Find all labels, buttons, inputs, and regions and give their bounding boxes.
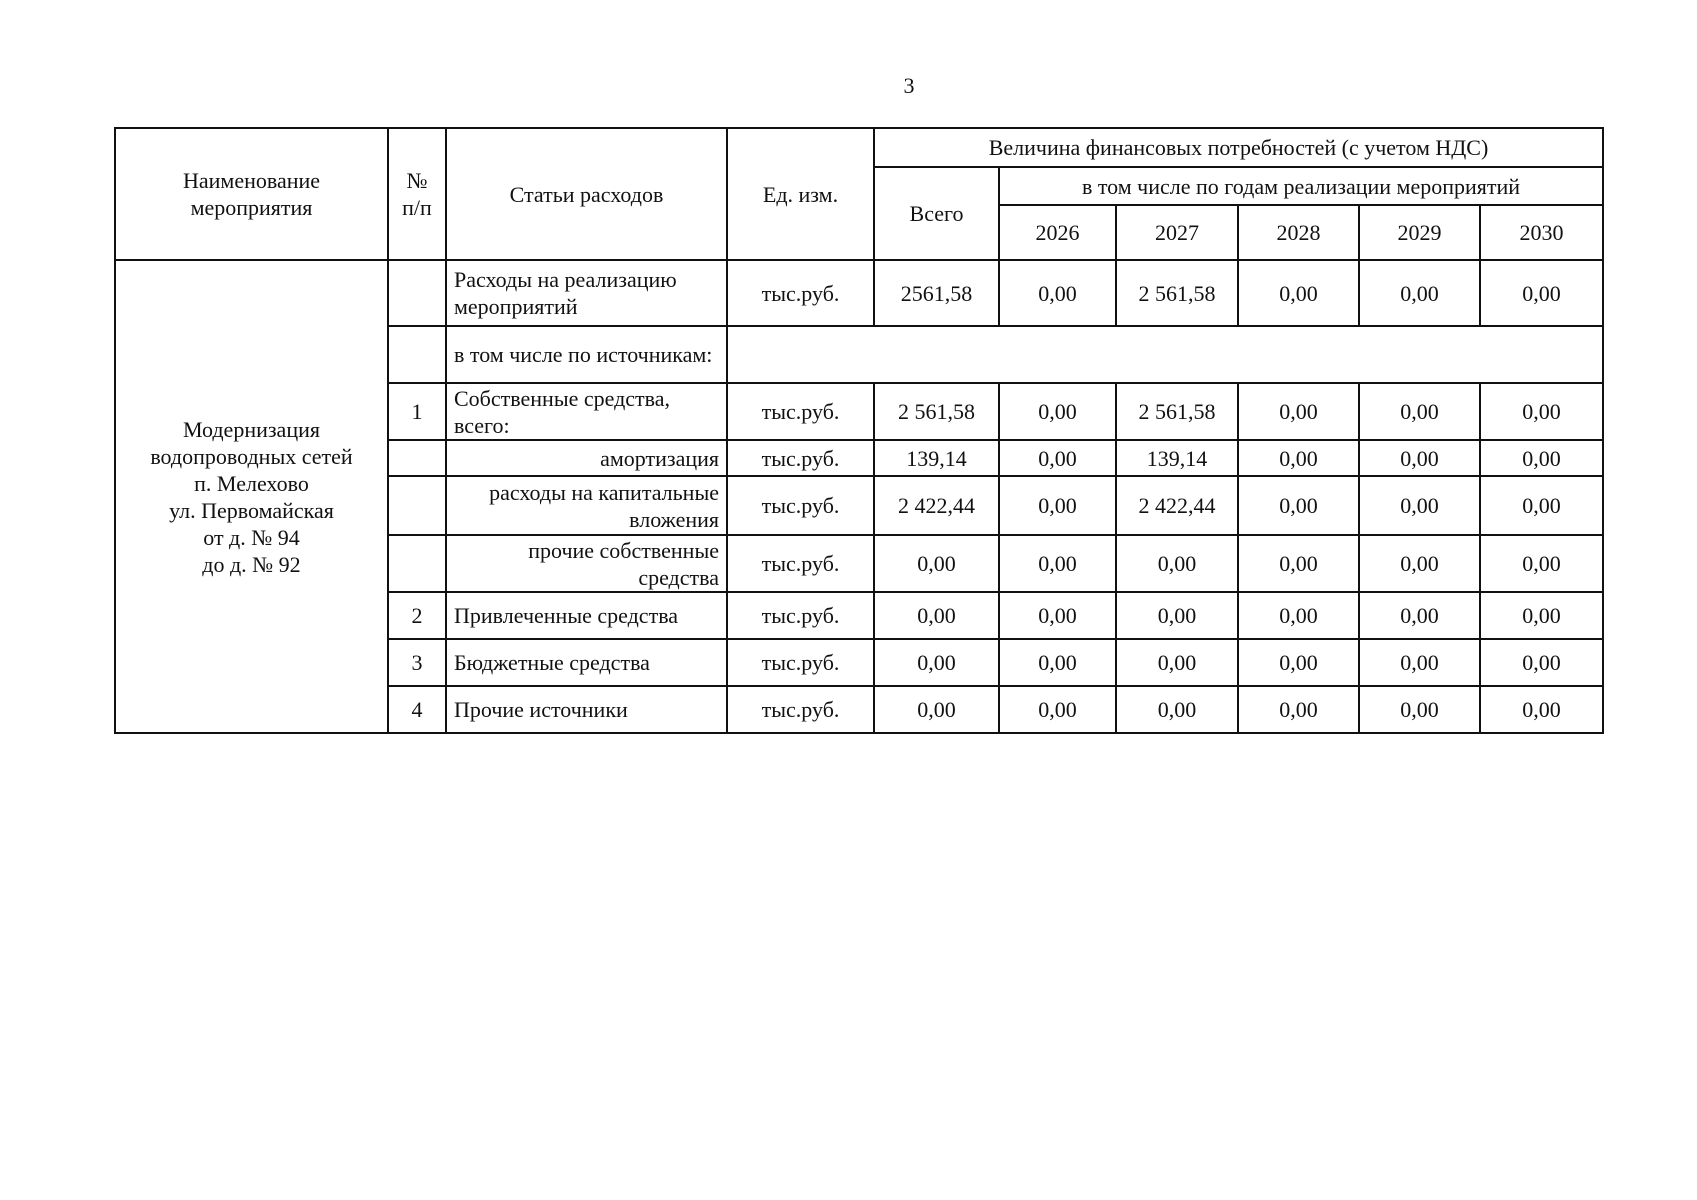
- measure-line: от д. № 94: [203, 524, 300, 550]
- header-by-years: в том числе по годам реализации мероприятий: [999, 167, 1603, 205]
- header-year: 2029: [1359, 205, 1480, 260]
- row-empty-merged: [727, 326, 1603, 383]
- row-item: в том числе по источникам:: [446, 326, 727, 383]
- row-number: [388, 476, 446, 535]
- row-value-2030: 0,00: [1480, 383, 1603, 440]
- row-value-2030: 0,00: [1480, 260, 1603, 326]
- row-value-2026: 0,00: [999, 592, 1116, 639]
- row-value-2028: 0,00: [1238, 476, 1359, 535]
- row-number: 3: [388, 639, 446, 686]
- row-value-2030: 0,00: [1480, 592, 1603, 639]
- header-total: Всего: [874, 167, 999, 260]
- table-row: [115, 260, 1603, 326]
- row-total: 0,00: [874, 535, 999, 592]
- measure-line: ул. Первомайская: [169, 497, 334, 523]
- row-total: 0,00: [874, 686, 999, 733]
- row-item: прочие собственные средства: [446, 535, 727, 592]
- row-number: 1: [388, 383, 446, 440]
- row-value-2029: 0,00: [1359, 383, 1480, 440]
- row-total: 0,00: [874, 592, 999, 639]
- row-value-2027: 0,00: [1116, 639, 1238, 686]
- row-value-2028: 0,00: [1238, 535, 1359, 592]
- page-number: 3: [903, 73, 915, 98]
- row-total: 2 561,58: [874, 383, 999, 440]
- header-expense-items: Статьи расходов: [446, 128, 727, 260]
- row-value-2026: 0,00: [999, 535, 1116, 592]
- row-item: Собственные средства, всего:: [446, 383, 727, 440]
- row-value-2029: 0,00: [1359, 260, 1480, 326]
- row-unit: тыс.руб.: [727, 592, 874, 639]
- measure-name-cell: [115, 260, 388, 733]
- financial-needs-table: [114, 127, 1604, 734]
- row-value-2028: 0,00: [1238, 639, 1359, 686]
- row-total: 139,14: [874, 440, 999, 476]
- row-value-2030: 0,00: [1480, 686, 1603, 733]
- row-item: Бюджетные средства: [446, 639, 727, 686]
- header-measure-name: Наименование мероприятия: [115, 128, 388, 260]
- measure-line: до д. № 92: [202, 551, 301, 577]
- row-value-2030: 0,00: [1480, 440, 1603, 476]
- row-unit: тыс.руб.: [727, 476, 874, 535]
- row-unit: тыс.руб.: [727, 639, 874, 686]
- header-year: 2030: [1480, 205, 1603, 260]
- row-value-2029: 0,00: [1359, 639, 1480, 686]
- row-value-2027: 2 422,44: [1116, 476, 1238, 535]
- header-row: [115, 128, 1603, 167]
- row-value-2030: 0,00: [1480, 476, 1603, 535]
- row-value-2026: 0,00: [999, 686, 1116, 733]
- row-value-2028: 0,00: [1238, 440, 1359, 476]
- header-year: 2026: [999, 205, 1116, 260]
- row-value-2028: 0,00: [1238, 686, 1359, 733]
- row-value-2027: 2 561,58: [1116, 260, 1238, 326]
- row-value-2028: 0,00: [1238, 383, 1359, 440]
- row-value-2027: 0,00: [1116, 592, 1238, 639]
- measure-line: Модернизация: [182, 416, 320, 442]
- row-value-2026: 0,00: [999, 639, 1116, 686]
- row-value-2027: 0,00: [1116, 535, 1238, 592]
- row-value-2030: 0,00: [1480, 535, 1603, 592]
- row-total: 2 422,44: [874, 476, 999, 535]
- header-financial-needs: Величина финансовых потребностей (с учетом НДС): [874, 128, 1603, 167]
- row-unit: тыс.руб.: [727, 440, 874, 476]
- row-value-2026: 0,00: [999, 476, 1116, 535]
- row-number: [388, 440, 446, 476]
- row-unit: тыс.руб.: [727, 260, 874, 326]
- row-item: Расходы на реализацию мероприятий: [446, 260, 727, 326]
- row-number: 4: [388, 686, 446, 733]
- row-value-2028: 0,00: [1238, 592, 1359, 639]
- header-year: 2028: [1238, 205, 1359, 260]
- row-value-2030: 0,00: [1480, 639, 1603, 686]
- row-value-2029: 0,00: [1359, 535, 1480, 592]
- row-value-2027: 2 561,58: [1116, 383, 1238, 440]
- row-item: амортизация: [446, 440, 727, 476]
- header-unit: Ед. изм.: [727, 128, 874, 260]
- row-item: расходы на капитальные вложения: [446, 476, 727, 535]
- row-unit: тыс.руб.: [727, 535, 874, 592]
- header-number: № п/п: [388, 128, 446, 260]
- row-value-2029: 0,00: [1359, 440, 1480, 476]
- measure-line: водопроводных сетей: [150, 443, 353, 469]
- measure-line: п. Мелехово: [194, 470, 309, 496]
- row-number: 2: [388, 592, 446, 639]
- row-value-2029: 0,00: [1359, 592, 1480, 639]
- row-value-2026: 0,00: [999, 440, 1116, 476]
- row-number: [388, 535, 446, 592]
- row-item: Прочие источники: [446, 686, 727, 733]
- row-item: Привлеченные средства: [446, 592, 727, 639]
- row-value-2027: 139,14: [1116, 440, 1238, 476]
- row-value-2029: 0,00: [1359, 686, 1480, 733]
- row-unit: тыс.руб.: [727, 686, 874, 733]
- row-value-2028: 0,00: [1238, 260, 1359, 326]
- row-number: [388, 326, 446, 383]
- row-unit: тыс.руб.: [727, 383, 874, 440]
- row-number: [388, 260, 446, 326]
- row-value-2026: 0,00: [999, 383, 1116, 440]
- row-value-2029: 0,00: [1359, 476, 1480, 535]
- row-total: 2561,58: [874, 260, 999, 326]
- header-year: 2027: [1116, 205, 1238, 260]
- row-value-2026: 0,00: [999, 260, 1116, 326]
- row-value-2027: 0,00: [1116, 686, 1238, 733]
- row-total: 0,00: [874, 639, 999, 686]
